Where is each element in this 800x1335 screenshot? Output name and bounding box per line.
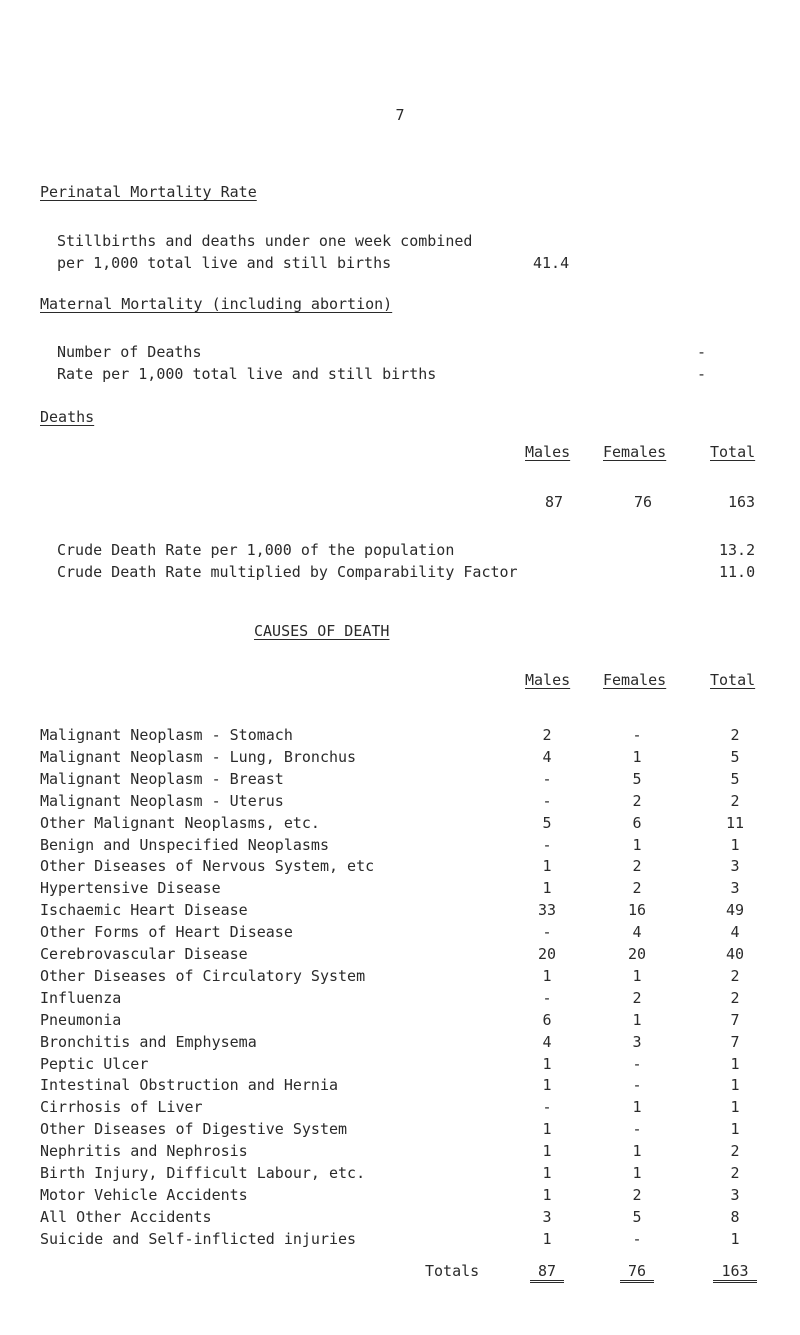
cause-total: 5 bbox=[730, 769, 740, 788]
cause-label: Birth Injury, Difficult Labour, etc. bbox=[40, 1164, 366, 1182]
cause-total: 49 bbox=[725, 901, 745, 920]
cause-label: Cirrhosis of Liver bbox=[40, 1098, 203, 1117]
cause-total: 2 bbox=[730, 726, 740, 744]
causes-col-males: Males bbox=[525, 671, 571, 689]
deaths-col-females: Females bbox=[603, 443, 667, 461]
perinatal-description-line2: per 1,000 total live and still births bbox=[57, 254, 392, 272]
cause-total: 1 bbox=[730, 1229, 740, 1248]
deaths-heading: Deaths bbox=[40, 408, 95, 426]
totals-label: Totals bbox=[425, 1262, 480, 1280]
cause-males: 1 bbox=[542, 966, 552, 985]
cause-males: 3 bbox=[542, 1207, 552, 1226]
maternal-row-label: Rate per 1,000 total live and still births bbox=[57, 365, 437, 383]
cause-females: 5 bbox=[632, 1207, 642, 1226]
cause-females: 16 bbox=[627, 901, 647, 920]
causes-col-total: Total bbox=[710, 671, 756, 689]
cause-label: Suicide and Self-inflicted injuries bbox=[40, 1229, 357, 1248]
cause-males: - bbox=[542, 835, 552, 854]
cause-females: 20 bbox=[627, 945, 647, 963]
cause-label: Malignant Neoplasm - Uterus bbox=[40, 791, 284, 810]
cause-females: 5 bbox=[632, 769, 642, 788]
cause-label: Ischaemic Heart Disease bbox=[40, 901, 248, 920]
cause-total: 1 bbox=[730, 1054, 740, 1073]
cause-males: 1 bbox=[542, 1120, 552, 1139]
cause-label: All Other Accidents bbox=[40, 1207, 212, 1226]
cause-females: 2 bbox=[632, 879, 642, 898]
cause-label: Malignant Neoplasm - Lung, Bronchus bbox=[40, 747, 357, 766]
cause-total: 1 bbox=[730, 1098, 740, 1117]
totals-males: 87 bbox=[530, 1264, 564, 1283]
cause-females: 2 bbox=[632, 988, 642, 1007]
cause-females: 1 bbox=[632, 1010, 642, 1029]
cause-total: 3 bbox=[730, 1185, 740, 1204]
cause-label: Hypertensive Disease bbox=[40, 879, 221, 898]
cause-label: Nephritis and Nephrosis bbox=[40, 1142, 248, 1161]
totals-females: 76 bbox=[620, 1264, 654, 1283]
cause-label: Other Diseases of Nervous System, etc bbox=[40, 857, 375, 876]
cause-total: 5 bbox=[730, 747, 740, 766]
perinatal-description-line1: Stillbirths and deaths under one week combined bbox=[57, 232, 473, 250]
cause-total: 1 bbox=[730, 835, 740, 854]
causes-col-females: Females bbox=[603, 671, 667, 689]
cause-label: Intestinal Obstruction and Hernia bbox=[40, 1076, 339, 1095]
cause-females: - bbox=[632, 1229, 642, 1248]
cause-total: 7 bbox=[730, 1032, 740, 1051]
cause-total: 1 bbox=[730, 1076, 740, 1095]
cause-females: 6 bbox=[632, 813, 642, 832]
cause-males: 1 bbox=[542, 1164, 552, 1182]
cause-males: 33 bbox=[537, 901, 557, 920]
cause-males: 1 bbox=[542, 1142, 552, 1161]
cause-males: 1 bbox=[542, 857, 552, 876]
maternal-row-value: - bbox=[697, 343, 707, 361]
cause-total: 1 bbox=[730, 1120, 740, 1139]
cause-females: 4 bbox=[632, 923, 642, 942]
cause-females: 2 bbox=[632, 1185, 642, 1204]
deaths-total: 163 bbox=[728, 493, 756, 511]
totals-total: 163 bbox=[713, 1264, 757, 1283]
deaths-col-males: Males bbox=[525, 443, 571, 461]
cause-label: Influenza bbox=[40, 988, 122, 1007]
page-number: 7 bbox=[395, 106, 405, 124]
causes-heading: CAUSES OF DEATH bbox=[254, 622, 390, 640]
cause-label: Cerebrovascular Disease bbox=[40, 945, 248, 963]
cause-total: 3 bbox=[730, 879, 740, 898]
cause-females: - bbox=[632, 1120, 642, 1139]
cause-label: Pneumonia bbox=[40, 1010, 122, 1029]
cause-females: - bbox=[632, 1054, 642, 1073]
cause-females: 1 bbox=[632, 1164, 642, 1182]
cause-total: 4 bbox=[730, 923, 740, 942]
cause-total: 3 bbox=[730, 857, 740, 876]
cause-label: Other Diseases of Digestive System bbox=[40, 1120, 348, 1139]
cause-total: 2 bbox=[730, 791, 740, 810]
cause-total: 8 bbox=[730, 1207, 740, 1226]
cause-males: 1 bbox=[542, 1054, 552, 1073]
cause-total: 40 bbox=[725, 945, 745, 963]
cause-males: 1 bbox=[542, 1076, 552, 1095]
adjusted-death-rate-label: Crude Death Rate multiplied by Comparability Factor bbox=[57, 563, 518, 581]
cause-total: 2 bbox=[730, 966, 740, 985]
cause-males: - bbox=[542, 769, 552, 788]
cause-label: Benign and Unspecified Neoplasms bbox=[40, 835, 329, 854]
perinatal-heading: Perinatal Mortality Rate bbox=[40, 183, 257, 201]
cause-females: 1 bbox=[632, 966, 642, 985]
cause-total: 2 bbox=[730, 1164, 740, 1182]
cause-total: 7 bbox=[730, 1010, 740, 1029]
cause-males: 1 bbox=[542, 879, 552, 898]
cause-females: - bbox=[632, 1076, 642, 1095]
cause-females: 1 bbox=[632, 747, 642, 766]
cause-label: Malignant Neoplasm - Breast bbox=[40, 769, 284, 788]
cause-females: - bbox=[632, 726, 642, 744]
perinatal-value: 41.4 bbox=[533, 254, 570, 272]
crude-death-rate-label: Crude Death Rate per 1,000 of the population bbox=[57, 541, 455, 559]
cause-males: 5 bbox=[542, 813, 552, 832]
cause-females: 2 bbox=[632, 857, 642, 876]
cause-females: 2 bbox=[632, 791, 642, 810]
cause-females: 3 bbox=[632, 1032, 642, 1051]
maternal-row-label: Number of Deaths bbox=[57, 343, 202, 361]
cause-males: 1 bbox=[542, 1229, 552, 1248]
cause-males: - bbox=[542, 988, 552, 1007]
cause-females: 1 bbox=[632, 1142, 642, 1161]
maternal-row-value: - bbox=[697, 365, 707, 383]
maternal-heading: Maternal Mortality (including abortion) bbox=[40, 295, 393, 313]
deaths-males: 87 bbox=[545, 493, 564, 511]
cause-label: Malignant Neoplasm - Stomach bbox=[40, 726, 293, 744]
cause-label: Motor Vehicle Accidents bbox=[40, 1185, 248, 1204]
cause-males: 20 bbox=[537, 945, 557, 963]
cause-total: 2 bbox=[730, 1142, 740, 1161]
cause-total: 2 bbox=[730, 988, 740, 1007]
cause-label: Peptic Ulcer bbox=[40, 1054, 149, 1073]
cause-label: Other Malignant Neoplasms, etc. bbox=[40, 813, 320, 832]
cause-males: - bbox=[542, 923, 552, 942]
cause-label: Other Forms of Heart Disease bbox=[40, 923, 293, 942]
cause-males: 4 bbox=[542, 1032, 552, 1051]
cause-males: - bbox=[542, 791, 552, 810]
cause-males: 4 bbox=[542, 747, 552, 766]
cause-females: 1 bbox=[632, 1098, 642, 1117]
crude-death-rate-value: 13.2 bbox=[719, 541, 756, 559]
cause-females: 1 bbox=[632, 835, 642, 854]
cause-males: 6 bbox=[542, 1010, 552, 1029]
deaths-females: 76 bbox=[634, 493, 653, 511]
cause-males: - bbox=[542, 1098, 552, 1117]
adjusted-death-rate-value: 11.0 bbox=[719, 563, 756, 581]
cause-males: 1 bbox=[542, 1185, 552, 1204]
cause-males: 2 bbox=[542, 726, 552, 744]
cause-label: Bronchitis and Emphysema bbox=[40, 1032, 257, 1051]
deaths-col-total: Total bbox=[710, 443, 756, 461]
cause-total: 11 bbox=[725, 813, 745, 832]
cause-label: Other Diseases of Circulatory System bbox=[40, 966, 366, 985]
